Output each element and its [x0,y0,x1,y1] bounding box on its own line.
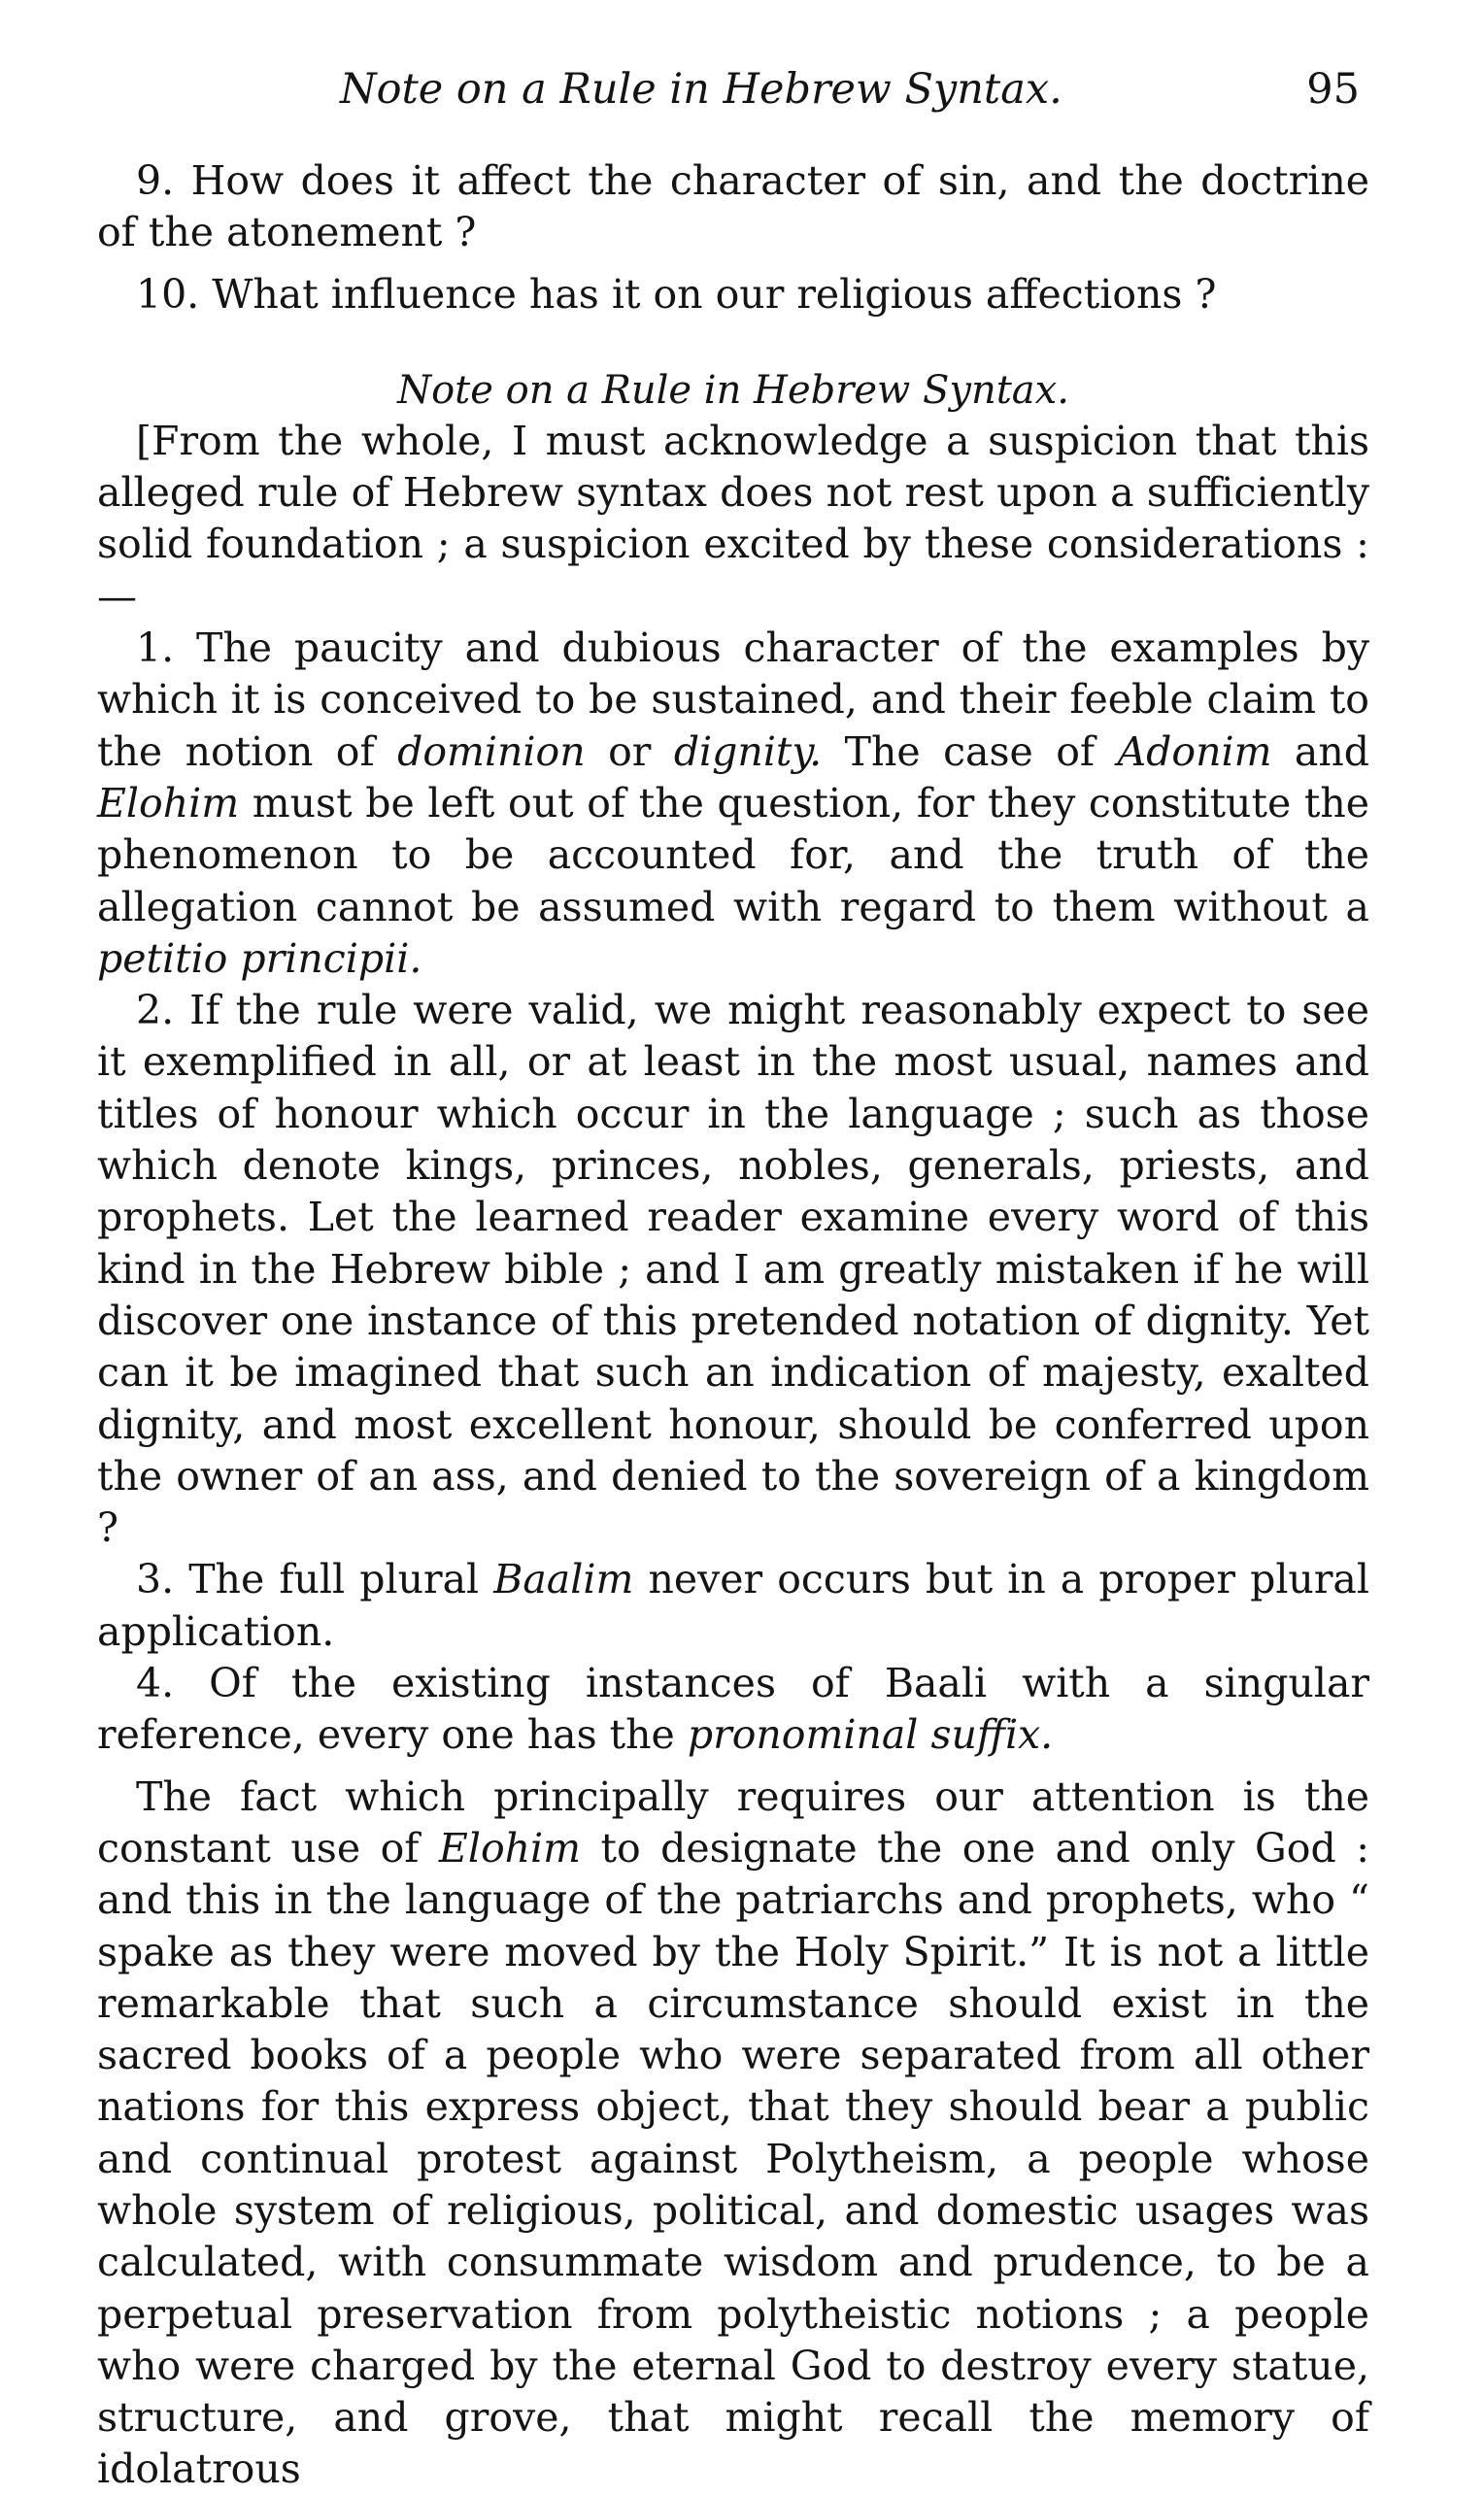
section-title: Note on a Rule in Hebrew Syntax. [397,367,1069,413]
page-number: 95 [1306,65,1360,114]
running-title: Note on a Rule in Hebrew Syntax. [340,65,1062,114]
page-body [97,155,1369,2496]
point-2-paragraph: 2. If the rule were valid, we might reasonably expect to see it exemplified in all, or at least in the most usual, names and titles of honour which occur in the language ; such as those which denote kings, princes, nobles, generals, priests, and prophets. Let the learned reader examine every word of this kind in the Hebrew bible ; and I am greatly mistaken if he will discover one instance of this pretended notation of dignity. Yet can it be imagined that such an indication of majesty, exalted dignity, and most excellent honour, should be conferred upon the owner of an ass, and denied to the sovereign of a kingdom ? [97,987,1369,1552]
question-9: 9. How does it affect the character of sin, and the doctrine of the atonement ? [97,157,1369,256]
question-10: 10. What influence has it on our religious affections ? [136,270,1217,318]
closing-paragraph: The fact which principally requires our attention is the constant use of Elohim to designate the one and only God : and this in the language of the patriarchs and prophets, who “ spake as they were moved by the Holy Spirit.” It is not a little remarkable that such a circumstance should exist in the sacred books of a people who were separated from all other nations for this express object, that they should bear a public and continual protest against Polytheism, a people whose whole system of religious, political, and domestic usages was calculated, with consummate wisdom and prudence, to be a perpetual preservation from polytheistic notions ; a people who were charged by the eternal God to destroy every statue, structure, and grove, that might recall the memory of idolatrous [97,1772,1370,2493]
point-3-paragraph: 3. The full plural Baalim never occurs but in a proper plural application. [97,1556,1369,1655]
intro-paragraph: [From the whole, I must acknowledge a suspicion that this alleged rule of Hebrew syntax does not rest upon a sufficiently solid foundation ; a suspicion excited by these considerations :— [97,417,1369,620]
point-1-paragraph: 1. The paucity and dubious character of the examples by which it is conceived to be sustained, and their feeble claim to the notion of dominion or dignity. The case of Adonim and Elohim must be left out of the question, for they constitute the phenomenon to be accounted for, and the truth of the allegation cannot be assumed with regard to them without a petitio principii. [97,624,1370,982]
running-header [340,60,1360,118]
point-4-paragraph: 4. Of the existing instances of Baali with a singular reference, every one has the pronominal suffix. [97,1660,1369,1759]
